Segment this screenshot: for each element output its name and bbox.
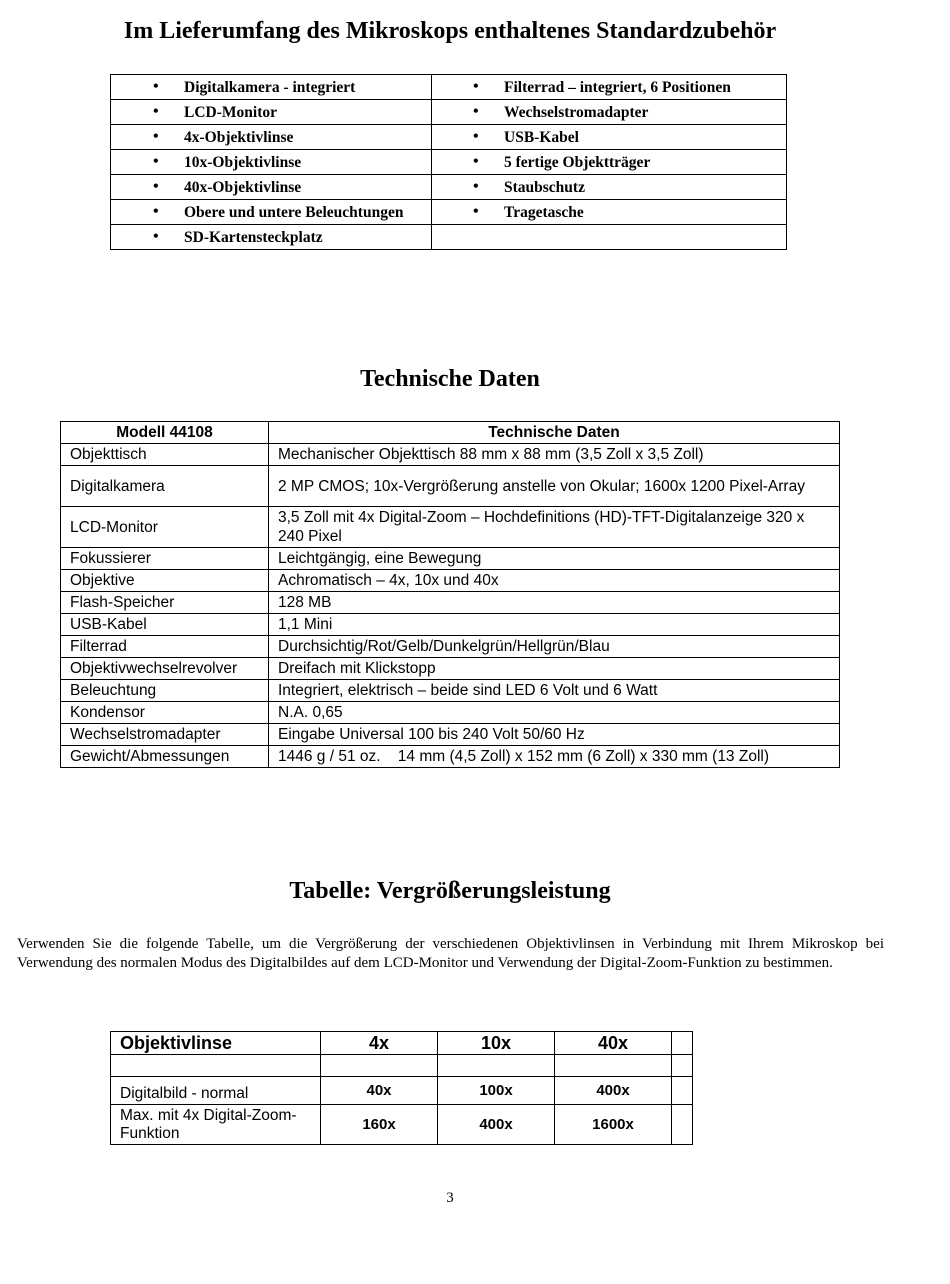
specs-row — [61, 466, 840, 507]
accessories-cell — [111, 100, 432, 125]
bullet-icon: • — [473, 203, 479, 220]
mag-empty-cell — [321, 1055, 438, 1077]
specs-key: Objektivwechselrevolver — [61, 658, 269, 680]
mag-empty-cell — [555, 1055, 672, 1077]
specs-value: Mechanischer Objekttisch 88 mm x 88 mm (3,5 Zoll x 3,5 Zoll) — [269, 444, 840, 466]
accessories-row — [111, 125, 787, 150]
accessories-cell — [111, 125, 432, 150]
specs-key: Filterrad — [61, 636, 269, 658]
specs-row — [61, 592, 840, 614]
mag-empty-cell — [672, 1077, 693, 1105]
accessories-item: 5 fertige Objektträger — [504, 154, 651, 171]
specs-key: Wechselstromadapter — [61, 724, 269, 746]
bullet-icon: • — [153, 153, 159, 170]
mag-value: 400x — [438, 1105, 555, 1145]
specs-key: USB-Kabel — [61, 614, 269, 636]
accessories-row — [111, 200, 787, 225]
specs-row — [61, 548, 840, 570]
bullet-icon: • — [153, 203, 159, 220]
bullet-icon: • — [153, 178, 159, 195]
specs-row — [61, 724, 840, 746]
mag-row-label: Digitalbild - normal — [111, 1077, 321, 1105]
specs-row — [61, 658, 840, 680]
accessories-item: Obere und untere Beleuchtungen — [184, 204, 404, 221]
accessories-item: SD-Kartensteckplatz — [184, 229, 323, 246]
mag-empty-cell — [672, 1105, 693, 1145]
specs-row — [61, 444, 840, 466]
accessories-row — [111, 175, 787, 200]
accessories-cell — [432, 100, 787, 125]
specs-value: N.A. 0,65 — [269, 702, 840, 724]
bullet-icon: • — [153, 228, 159, 245]
mag-header-40x: 40x — [555, 1032, 672, 1055]
accessories-table — [110, 74, 787, 250]
mag-value: 400x — [555, 1077, 672, 1105]
accessories-cell — [432, 225, 787, 250]
specs-table — [60, 421, 840, 768]
accessories-cell — [111, 200, 432, 225]
accessories-cell — [111, 150, 432, 175]
specs-key: Kondensor — [61, 702, 269, 724]
mag-empty-cell — [672, 1032, 693, 1055]
specs-row — [61, 746, 840, 768]
mag-row-label: Max. mit 4x Digital-Zoom-Funktion — [111, 1105, 321, 1145]
accessories-cell — [432, 125, 787, 150]
specs-row — [61, 636, 840, 658]
specs-value: Integriert, elektrisch – beide sind LED 6 Volt und 6 Watt — [269, 680, 840, 702]
specs-value: 3,5 Zoll mit 4x Digital-Zoom – Hochdefinitions (HD)-TFT-Digitalanzeige 320 x 240 Pixel — [269, 507, 840, 548]
specs-key: LCD-Monitor — [61, 507, 269, 548]
accessories-cell — [432, 175, 787, 200]
accessories-item: Tragetasche — [504, 204, 584, 221]
accessories-item: Staubschutz — [504, 179, 585, 196]
accessories-cell — [111, 175, 432, 200]
specs-row — [61, 570, 840, 592]
accessories-cell — [111, 75, 432, 100]
specs-key: Digitalkamera — [61, 466, 269, 507]
mag-header-label: Objektivlinse — [111, 1032, 321, 1055]
bullet-icon: • — [473, 78, 479, 95]
specs-value: Leichtgängig, eine Bewegung — [269, 548, 840, 570]
mag-empty-cell — [438, 1055, 555, 1077]
specs-header-model: Modell 44108 — [61, 422, 269, 444]
mag-empty-cell — [672, 1055, 693, 1077]
mag-value: 160x — [321, 1105, 438, 1145]
accessories-cell — [432, 75, 787, 100]
specs-value: 1446 g / 51 oz. 14 mm (4,5 Zoll) x 152 mm (6 Zoll) x 330 mm (13 Zoll) — [269, 746, 840, 768]
bullet-icon: • — [473, 128, 479, 145]
bullet-icon: • — [153, 78, 159, 95]
specs-header-data: Technische Daten — [269, 422, 840, 444]
specs-title: Technische Daten — [360, 366, 540, 392]
accessories-cell — [111, 225, 432, 250]
specs-row — [61, 702, 840, 724]
accessories-cell — [432, 200, 787, 225]
specs-value: 2 MP CMOS; 10x-Vergrößerung anstelle von Okular; 1600x 1200 Pixel-Array — [269, 466, 840, 507]
bullet-icon: • — [473, 103, 479, 120]
mag-value: 100x — [438, 1077, 555, 1105]
specs-value: Eingabe Universal 100 bis 240 Volt 50/60 Hz — [269, 724, 840, 746]
mag-header-10x: 10x — [438, 1032, 555, 1055]
specs-value: Durchsichtig/Rot/Gelb/Dunkelgrün/Hellgrün/Blau — [269, 636, 840, 658]
accessories-row — [111, 225, 787, 250]
specs-key: Objekttisch — [61, 444, 269, 466]
bullet-icon: • — [153, 103, 159, 120]
accessories-item: Digitalkamera - integriert — [184, 79, 356, 96]
specs-value: Dreifach mit Klickstopp — [269, 658, 840, 680]
mag-header-4x: 4x — [321, 1032, 438, 1055]
specs-key: Flash-Speicher — [61, 592, 269, 614]
page-number: 3 — [446, 1190, 454, 1206]
accessories-item: Wechselstromadapter — [504, 104, 649, 121]
specs-key: Objektive — [61, 570, 269, 592]
accessories-title: Im Lieferumfang des Mikroskops enthaltenes Standardzubehör — [123, 18, 777, 44]
magnification-table — [110, 1031, 693, 1145]
accessories-row — [111, 150, 787, 175]
accessories-item: 4x-Objektivlinse — [184, 129, 294, 146]
accessories-item: 40x-Objektivlinse — [184, 179, 302, 196]
specs-value: Achromatisch – 4x, 10x und 40x — [269, 570, 840, 592]
magnification-title: Tabelle: Vergrößerungsleistung — [289, 878, 611, 904]
specs-row — [61, 507, 840, 548]
bullet-icon: • — [473, 153, 479, 170]
accessories-item: USB-Kabel — [504, 129, 579, 146]
specs-key: Fokussierer — [61, 548, 269, 570]
accessories-row — [111, 75, 787, 100]
specs-key: Gewicht/Abmessungen — [61, 746, 269, 768]
mag-value: 1600x — [555, 1105, 672, 1145]
accessories-cell — [432, 150, 787, 175]
bullet-icon: • — [153, 128, 159, 145]
accessories-item: Filterrad – integriert, 6 Positionen — [504, 79, 731, 96]
accessories-row — [111, 100, 787, 125]
specs-value: 1,1 Mini — [269, 614, 840, 636]
bullet-icon: • — [473, 178, 479, 195]
accessories-item: LCD-Monitor — [184, 104, 277, 121]
accessories-item: 10x-Objektivlinse — [184, 154, 302, 171]
specs-row — [61, 614, 840, 636]
specs-key: Beleuchtung — [61, 680, 269, 702]
specs-row — [61, 680, 840, 702]
mag-empty-cell — [111, 1055, 321, 1077]
magnification-intro: Verwenden Sie die folgende Tabelle, um die Vergrößerung der verschiedenen Objektivlinsen in Verbindung mit Ihrem Mikroskop bei Verwendung des normalen Modus des Digitalbildes auf dem LCD-Monitor und Verwendung der Digital-Zoom-Funktion zu bestimmen. — [17, 936, 884, 971]
specs-value: 128 MB — [269, 592, 840, 614]
mag-value: 40x — [321, 1077, 438, 1105]
